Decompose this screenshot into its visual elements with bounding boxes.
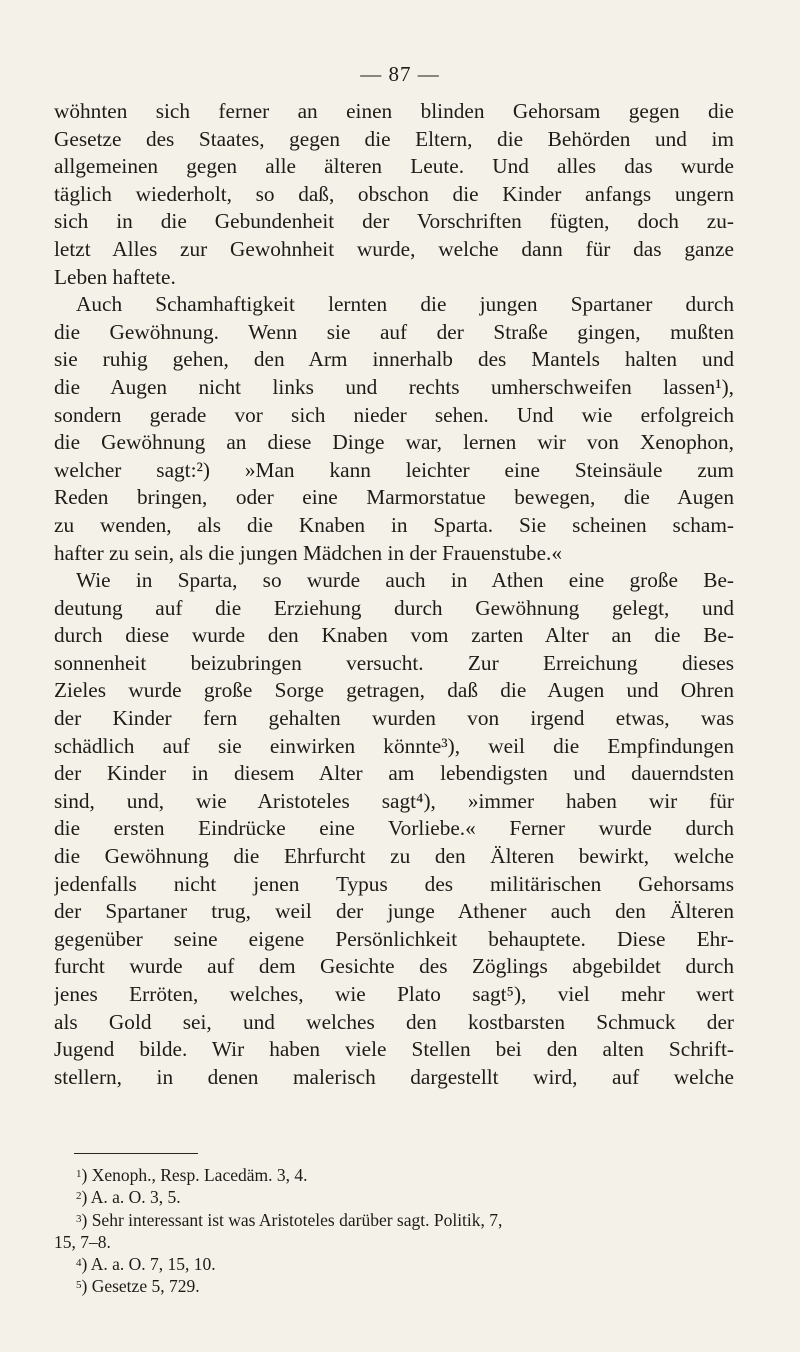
footnote: $^2$) A. a. O. 3, 5. [76,1187,181,1208]
text-line: Reden bringen, oder eine Marmorstatue bewegen, die Augen [54,485,734,510]
footnote-mark: 2 [76,1190,82,1203]
footnote-text: Xenoph., Resp. Lacedäm. 3, 4. [91,1165,308,1185]
footnote-text: 15, 7–8. [54,1231,111,1252]
text-line: Jugend bilde. Wir haben viele Stellen bei den alten Schrift- [54,1037,734,1062]
page-number: — 87 — [360,62,440,86]
text-line: Wie in Sparta, so wurde auch in Athen eine große Be- [76,568,734,593]
text-line: sonnenheit beizubringen versucht. Zur Erreichung dieses [54,650,734,675]
text-line: sondern gerade vor sich nieder sehen. Und wie erfolgreich [54,402,734,427]
footnote-mark: 3 [76,1212,82,1225]
text-line: sie ruhig gehen, den Arm innerhalb des Mantels halten und [54,347,734,372]
footnote-continuation [54,1231,734,1253]
text-line: die ersten Eindrücke eine Vorliebe.« Ferner wurde durch [54,816,734,841]
footnote-mark: 1 [76,1168,82,1180]
text-line: die Gewöhnung die Ehrfurcht zu den Älteren bewirkt, welche [54,844,734,869]
main-text [54,98,734,1091]
text-line: Gesetze des Staates, gegen die Eltern, die Behörden und im [54,126,734,151]
footnote-mark: 5 [76,1279,82,1292]
footnotes [54,1164,734,1298]
text-line: Leben haftete. [54,264,176,289]
text-line: der Kinder in diesem Alter am lebendigsten und dauerndsten [54,761,734,786]
text-line: stellern, in denen malerisch dargestellt wird, auf welche [54,1064,734,1089]
text-line: allgemeinen gegen alle älteren Leute. Und alles das wurde [54,154,734,179]
text-line: täglich wiederholt, so daß, obschon die Kinder anfangs ungern [54,181,734,206]
footnote-divider [74,1153,198,1154]
footnote: $^1$) Xenoph., Resp. Lacedäm. 3, 4. [76,1165,308,1185]
text-line: durch diese wurde den Knaben vom zarten Alter an die Be- [54,623,734,648]
footnote-text: A. a. O. 3, 5. [90,1187,181,1208]
footnote-text: Gesetze 5, 729. [91,1276,200,1297]
footnote: $^5$) Gesetze 5, 729. [76,1276,200,1297]
text-line: als Gold sei, und welches den kostbarsten Schmuck der [54,1009,734,1034]
text-line: die Augen nicht links und rechts umherschweifen lassen¹), [54,374,734,399]
text-line: zu wenden, als die Knaben in Sparta. Sie scheinen scham- [54,512,734,537]
text-line: jenes Erröten, welches, wie Plato sagt⁵), viel mehr wert [54,982,734,1006]
text-line: furcht wurde auf dem Gesichte des Zöglings abgebildet durch [54,954,734,979]
text-line: letzt Alles zur Gewohnheit wurde, welche dann für das ganze [54,236,734,261]
text-line: gegenüber seine eigene Persönlichkeit behauptete. Diese Ehr- [54,926,734,951]
text-line: der Kinder fern gehalten wurden von irgend etwas, was [54,706,734,731]
text-line: schädlich auf sie einwirken könnte³), weil die Empfindungen [54,733,734,758]
text-line: die Gewöhnung. Wenn sie auf der Straße gingen, mußten [54,319,734,344]
text-line: Auch Schamhaftigkeit lernten die jungen Spartaner durch [76,292,734,317]
footnote-mark: 4 [76,1257,82,1270]
text-line: sind, und, wie Aristoteles sagt⁴), »immer haben wir für [54,788,734,813]
text-line: sich in die Gebundenheit der Vorschriften fügten, doch zu- [54,209,734,234]
footnote: $^3$) Sehr interessant ist was Aristoteles darüber sagt. Politik, 7, [76,1209,503,1230]
footnote: $^4$) A. a. O. 7, 15, 10. [76,1254,216,1275]
text-line: jedenfalls nicht jenen Typus des militärischen Gehorsams [54,871,734,896]
text-line: der Spartaner trug, weil der junge Athener auch den Älteren [54,899,734,924]
footnote-text: A. a. O. 7, 15, 10. [90,1254,216,1275]
text-line: Zieles wurde große Sorge getragen, daß die Augen und Ohren [54,678,734,703]
footnote-text: Sehr interessant ist was Aristoteles darüber sagt. Politik, 7, [91,1209,503,1230]
text-line: die Gewöhnung an diese Dinge war, lernen wir von Xenophon, [54,430,734,455]
text-line: deutung auf die Erziehung durch Gewöhnung gelegt, und [54,595,734,620]
text-line: hafter zu sein, als die jungen Mädchen in der Frauenstube.« [54,540,563,565]
text-line: wöhnten sich ferner an einen blinden Gehorsam gegen die [54,99,734,123]
text-line: welcher sagt:²) »Man kann leichter eine Steinsäule zum [54,457,734,482]
